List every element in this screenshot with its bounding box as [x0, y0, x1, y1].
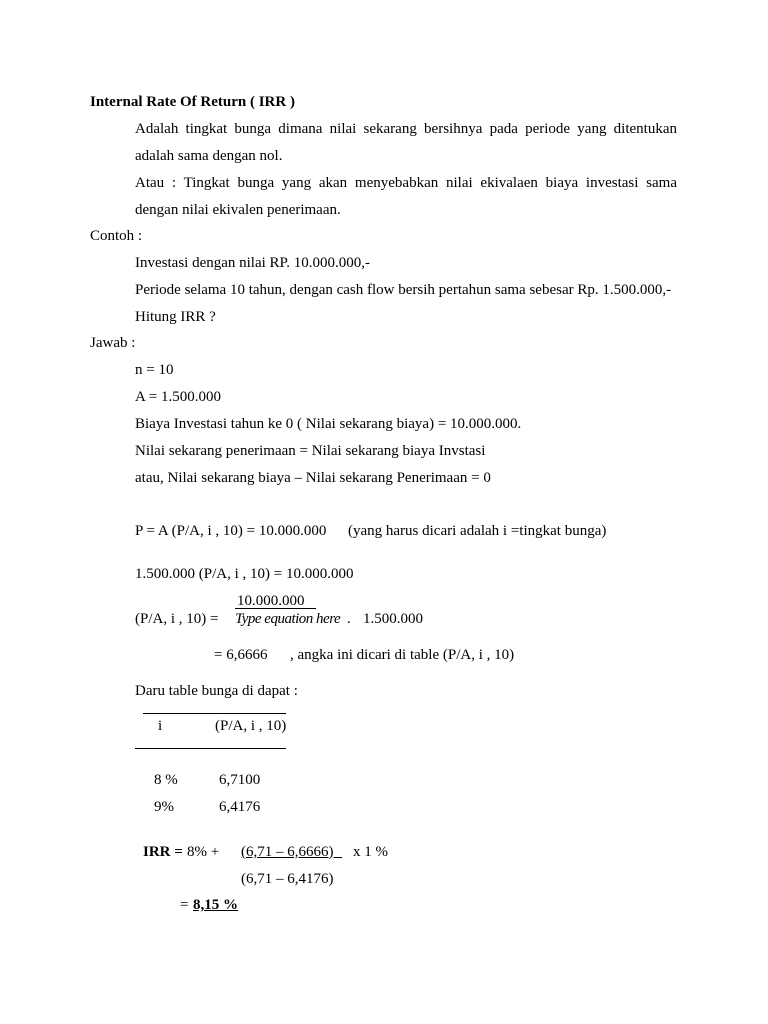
- table-cell-factor: 6,7100: [219, 772, 261, 788]
- irr-numerator: (6,71 – 6,6666): [241, 844, 334, 860]
- table-cell-rate: 8 %: [154, 772, 178, 788]
- table-cell-rate: 9%: [154, 799, 174, 815]
- table-intro: Daru table bunga di dapat :: [135, 683, 298, 699]
- answer-label: Jawab :: [90, 335, 136, 351]
- irr-base: 8% +: [187, 844, 220, 860]
- equation-annuity: 1.500.000 (P/A, i , 10) = 10.000.000: [135, 566, 354, 582]
- table-top-rule: [143, 713, 286, 714]
- definition-line: dengan nilai ekivalen penerimaan.: [135, 202, 341, 218]
- irr-fraction-bar-tail: [334, 857, 342, 858]
- example-line: Investasi dengan nilai RP. 10.000.000,-: [135, 255, 370, 271]
- fraction-bar: [235, 608, 316, 609]
- answer-line: A = 1.500.000: [135, 389, 221, 405]
- example-line: Periode selama 10 tahun, dengan cash flow bersih pertahun sama sebesar Rp. 1.500.000,-: [135, 282, 672, 298]
- document-title: Internal Rate Of Return ( IRR ): [90, 94, 295, 110]
- definition-line: Adalah tingkat bunga dimana nilai sekarang bersihnya pada periode yang ditentukan: [135, 121, 677, 137]
- table-header-factor: (P/A, i , 10): [215, 718, 287, 734]
- irr-result-prefix: =: [180, 897, 189, 913]
- fraction-denominator: 1.500.000: [363, 611, 423, 627]
- irr-result: 8,15 %: [193, 897, 238, 913]
- irr-multiplier: x 1 %: [353, 844, 388, 860]
- answer-line: Biaya Investasi tahun ke 0 ( Nilai sekarang biaya) = 10.000.000.: [135, 416, 522, 432]
- result-equation: = 6,6666: [214, 647, 268, 663]
- fraction-lhs: (P/A, i , 10) =: [135, 611, 219, 627]
- definition-line: adalah sama dengan nol.: [135, 148, 283, 164]
- fraction-dot: .: [347, 611, 351, 627]
- answer-line: n = 10: [135, 362, 174, 378]
- equation-placeholder: Type equation here: [235, 611, 341, 627]
- answer-line: Nilai sekarang penerimaan = Nilai sekarang biaya Invstasi: [135, 443, 486, 459]
- result-note: , angka ini dicari di table (P/A, i , 10): [290, 647, 515, 663]
- table-header-i: i: [158, 718, 163, 734]
- table-cell-factor: 6,4176: [219, 799, 261, 815]
- example-line: Hitung IRR ?: [135, 309, 216, 325]
- definition-line: Atau : Tingkat bunga yang akan menyebabkan nilai ekivalaen biaya investasi sama: [135, 175, 677, 191]
- irr-denominator: (6,71 – 6,4176): [241, 871, 334, 887]
- example-label: Contoh :: [90, 228, 143, 244]
- irr-label: IRR =: [143, 844, 183, 860]
- answer-line: atau, Nilai sekarang biaya – Nilai sekarang Penerimaan = 0: [135, 470, 491, 486]
- table-header-rule: [135, 748, 286, 749]
- equation-note: (yang harus dicari adalah i =tingkat bunga): [348, 523, 607, 539]
- equation-present-value: P = A (P/A, i , 10) = 10.000.000: [135, 523, 327, 539]
- fraction-numerator: 10.000.000: [237, 593, 305, 609]
